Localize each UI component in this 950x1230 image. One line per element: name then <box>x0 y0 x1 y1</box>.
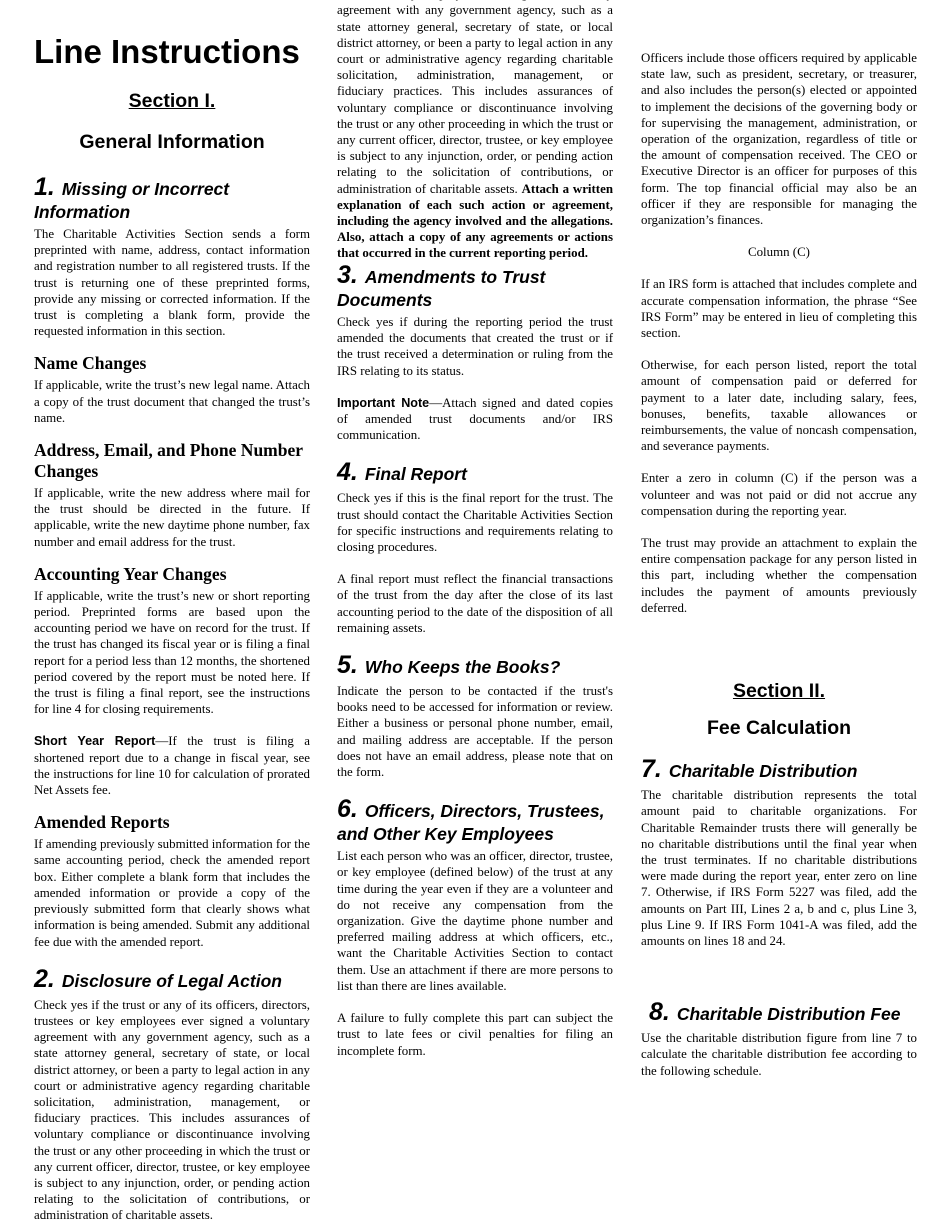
line-8-heading: 8. Charitable Distribution Fee <box>649 998 901 1027</box>
column-right <box>641 50 917 1079</box>
line-6-body-1: List each person who was an officer, director, trustee, or key employee (defined below) of the trust at any time during the year even if they are a volunteer and do not receive any compensation from the organization. Give the daytime phone number and preferred mailing address at which officers, etc., want the Charitable Activities Section to contact them. Use an attachment if there are more persons to list than there are lines available. <box>337 849 613 993</box>
column-c-body-4: The trust may provide an attachment to explain the entire compensation package for any person listed in this part, including whether the compensation includes the payment of amounts previously deferred. <box>641 536 917 615</box>
line-4-body-2: A final report must reflect the financial transactions of the trust from the day after the close of its last accounting period to the date of the disposition of all remaining assets. <box>337 572 613 635</box>
line-4-number: 4. <box>337 458 358 487</box>
line-1-number: 1. <box>34 173 55 201</box>
line-4-body-1: Check yes if this is the final report for the trust. The trust should contact the Charitable Activities Section for specific instructions and requirements relating to closing procedures. <box>337 491 613 555</box>
line-3-heading: 3. Amendments to Trust Documents <box>337 261 546 310</box>
line-2-body-start: Check yes if the trust or any of its officers, directors, trustees or key employees ever signed a voluntary agreement with any government agency, such as a state attorney general, secretary of state, or local district attorney, or been a party to legal action in any court or administrative agency regarding charitable solicitation, administration, management, or fiduciary practices. This includes assurances of voluntary compliance or discontinuance involving the trust or any other proceeding in which the trust or any current officer, director, trustee, or key employee is subject to any injunction, order, or pending action relating to the solicitation of contributions, or administration of charitable assets. <box>34 997 310 1223</box>
line-3-body: Check yes if during the reporting period the trust amended the documents that created the trust or if the trust received a determination or ruling from the IRS relating to its status. <box>337 315 613 378</box>
line-6-body-2: A failure to fully complete this part can subject the trust to late fees or civil penalties for filing an incomplete form. <box>337 1011 613 1058</box>
column-c-body-2: Otherwise, for each person listed, report the total amount of compensation paid or deferred for payment to a later date, including salary, fees, bonuses, benefits, taxable allowances or reimbursements, the value of noncash compensation, and severance payments. <box>641 358 917 454</box>
line-6-heading: 6. Officers, Directors, Trustees, and Other Key Employees <box>337 795 605 845</box>
line-6-number: 6. <box>337 795 358 824</box>
accounting-year-heading: Accounting Year Changes <box>34 563 227 584</box>
accounting-year-body: If applicable, write the trust’s new or short reporting period. Preprinted forms are based upon the accounting period we have on record for the trust. If the trust has changed its fiscal year or is filing a final report for a period less than 12 months, the shortened period covered by the report must be noted here. If the trust is filing a final report, see the instructions for line 4 for closing requirements. <box>34 588 310 717</box>
line-8-body: Use the charitable distribution figure from line 7 to calculate the charitable distribution fee according to the following schedule. <box>641 1031 917 1078</box>
line-5-heading: 5. Who Keeps the Books? <box>337 651 561 680</box>
line-1-heading: 1. Missing or Incorrect Information <box>34 173 230 222</box>
amended-reports-body: If amending previously submitted information for the same accounting period, check the amended report box. Either complete a blank form that includes the amended information or provide a copy of the previously submitted form that clearly shows what information is being amended. Submit any additional fee due with the amended report. <box>34 837 310 949</box>
column-c-body-3: Enter a zero in column (C) if the person was a volunteer and was not paid or did not accrue any compensation during the reporting year. <box>641 471 917 518</box>
important-note-lead: Important Note <box>337 395 430 410</box>
line-1-body: The Charitable Activities Section sends a form preprinted with name, address, contact information and registration number to all registered trusts. If the trust is returning one of these preprinted forms, provide any missing or corrected information. If the trust is completing a blank form, provide the requested information in this section. <box>34 227 310 339</box>
name-changes-heading: Name Changes <box>34 353 147 374</box>
page-title: Line Instructions <box>34 33 300 70</box>
line-7-body: The charitable distribution represents the total amount paid to charitable organizations. For Charitable Remainder trusts there will generally be no charitable distributions until the final year when the trust terminates. If no charitable distributions were made during the report year, enter zero on line 7. Otherwise, if IRS Form 5227 was filed, add the amounts on Part III, Lines 2 a, b and c, plus Line 3, plus Line 9. If IRS Form 1041-A was filed, add the amounts on lines 18 and 24. <box>641 788 917 948</box>
line-2-body-continued: agreement with any government agency, such as a state attorney general, secretary of state, or local district attorney, or been a party to legal action in any court or administrative agency regarding charitable solicitation, administration, management, or fiduciary practices. This includes assurances of voluntary compliance or discontinuance involving the trust or any other proceeding in which the trust or any current officer, director, trustee, or key employee is subject to any injunction, order, or pending action relating to the solicitation of contributions, or administration of charitable assets. Attach a written explanation of each such action or agreement, including the agency involved and the allegations. Also, attach a copy of any agreements or actions that occurred in the current reporting period. <box>337 3 613 261</box>
line-3-note: Important Note—Attach signed and dated copies of amended trust documents and/or IRS communication. <box>337 395 613 443</box>
column-c-body-1: If an IRS form is attached that includes complete and accurate compensation information, the phrase “See IRS Form” may be entered in lieu of completing this section. <box>641 277 917 341</box>
column-middle <box>337 3 613 1059</box>
column-left <box>34 30 310 1223</box>
section-2-title: Section II. <box>732 680 826 703</box>
line-2-attach-instruction: Attach a written explanation of each such action or agreement, including the agency involved and the allegations. Also, attach a copy of any agreements or actions that occurred in the current reporting period. <box>337 181 613 261</box>
line-7-heading: 7. Charitable Distribution <box>641 755 858 784</box>
section-2-subtitle: Fee Calculation <box>706 717 852 740</box>
short-year-lead: Short Year Report <box>34 734 156 749</box>
address-changes-body: If applicable, write the new address where mail for the trust should be directed in the future. If applicable, write the new daytime phone number, fax number and email address for the trust. <box>34 486 310 549</box>
line-5-body: Indicate the person to be contacted if the trust's books need to be accessed for information or review. Either a business or personal phone number, email, and mailing address are acceptable. If the person does not have an email address, please note that on the form. <box>337 684 613 780</box>
line-8-number: 8. <box>649 998 670 1027</box>
section-1-title: Section I. <box>128 90 216 112</box>
line-3-number: 3. <box>337 261 358 289</box>
line-7-number: 7. <box>641 755 662 784</box>
line-5-number: 5. <box>337 651 358 680</box>
amended-reports-heading: Amended Reports <box>34 812 170 833</box>
section-1-subtitle: General Information <box>79 131 265 153</box>
line-2-number: 2. <box>34 964 55 993</box>
address-changes-heading: Address, Email, and Phone Number Changes <box>34 440 303 482</box>
column-c-label: Column (C) <box>748 245 810 260</box>
line-4-heading: 4. Final Report <box>337 458 467 487</box>
name-changes-body: If applicable, write the trust’s new legal name. Attach a copy of the trust document that changed the trust’s name. <box>34 378 310 425</box>
short-year-report: Short Year Report—If the trust is filing a shortened report due to a change in fiscal year, see the instructions for line 10 for calculation of prorated Net Assets fee. <box>34 734 310 798</box>
line-2-heading: 2. Disclosure of Legal Action <box>34 964 282 993</box>
line-6-officers-definition: Officers include those officers required by applicable state law, such as president, secretary, or treasurer, and also includes the person(s) elected or appointed to implement the decisions of the governing body or for supervising the management, administration, or operation of the organization, regardless of title or the amount of compensation received. The CEO or Executive Director is an officer for purposes of this form. The top financial official may also be an officer if they are responsible for managing the organization’s finances. <box>641 51 917 228</box>
